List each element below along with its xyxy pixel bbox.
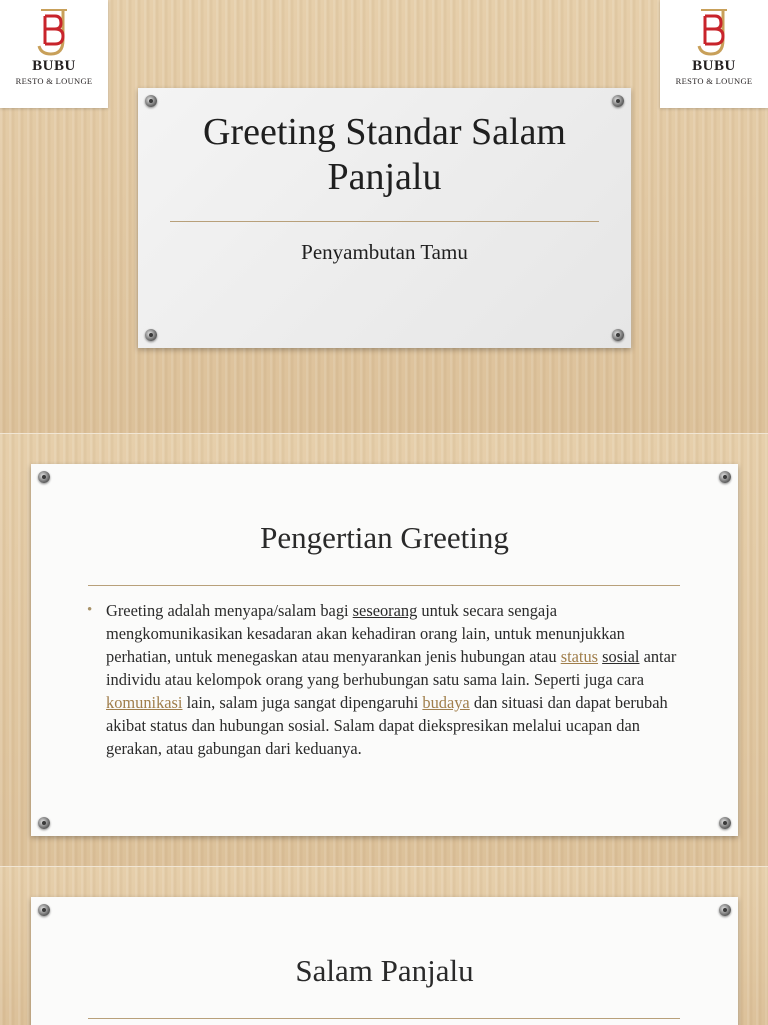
heading-divider — [88, 585, 680, 586]
slide-salam-panjalu — [0, 866, 768, 1025]
presentation-title — [138, 110, 631, 200]
slide-definition — [0, 433, 768, 867]
definition-paragraph: • Greeting adalah menyapa/salam bagi seseorang untuk secara sengaja mengkomunikasikan kesadaran akan kehadiran orang lain, untuk menunjukkan perhatian, untuk menegaskan atau menyarankan jenis hubungan atau status sosial antar individu atau kelompok orang yang berhubungan satu sama lain. Seperti juga cara komunikasi lain, salam juga sangat dipengaruhi budaya dan situasi dan dapat berubah akibat status dan hubungan sosial. Salam dapat diekspresikan melalui ucapan dan gerakan, atau gabungan dari keduanya. — [87, 601, 677, 758]
slide-title — [0, 0, 768, 433]
logo-tagline: RESTO & LOUNGE — [15, 76, 93, 86]
pin-icon — [719, 471, 731, 483]
pin-icon — [612, 95, 624, 107]
bj-monogram-icon — [693, 6, 735, 58]
brand-logo-left — [0, 0, 108, 108]
content-card — [31, 464, 738, 836]
content-card — [31, 897, 738, 1025]
pin-icon — [38, 471, 50, 483]
link-sosial[interactable]: sosial — [602, 647, 640, 666]
title-line-2: Panjalu — [327, 156, 442, 198]
heading-divider — [88, 1018, 680, 1019]
title-card — [138, 88, 631, 348]
slide-heading: Pengertian Greeting — [260, 520, 509, 555]
slide-heading: Salam Panjalu — [295, 953, 474, 988]
pin-icon — [38, 904, 50, 916]
link-budaya[interactable]: budaya — [422, 693, 470, 712]
pin-icon — [145, 329, 157, 341]
link-seseorang[interactable]: seseorang — [352, 601, 418, 620]
pin-icon — [38, 817, 50, 829]
pin-icon — [719, 817, 731, 829]
logo-brand-text: BUBU — [32, 58, 76, 74]
link-status[interactable]: status — [560, 647, 599, 666]
link-komunikasi[interactable]: komunikasi — [106, 693, 183, 712]
pin-icon — [719, 904, 731, 916]
presentation-subtitle: Penyambutan Tamu — [301, 240, 468, 264]
bj-monogram-icon — [33, 6, 75, 58]
title-divider — [170, 221, 599, 222]
bullet-marker: • — [87, 602, 93, 618]
pin-icon — [145, 95, 157, 107]
pin-icon — [612, 329, 624, 341]
title-line-1: Greeting Standar Salam — [202, 111, 566, 153]
logo-tagline: RESTO & LOUNGE — [675, 76, 753, 86]
logo-brand-text: BUBU — [692, 58, 736, 74]
brand-logo-right — [660, 0, 768, 108]
